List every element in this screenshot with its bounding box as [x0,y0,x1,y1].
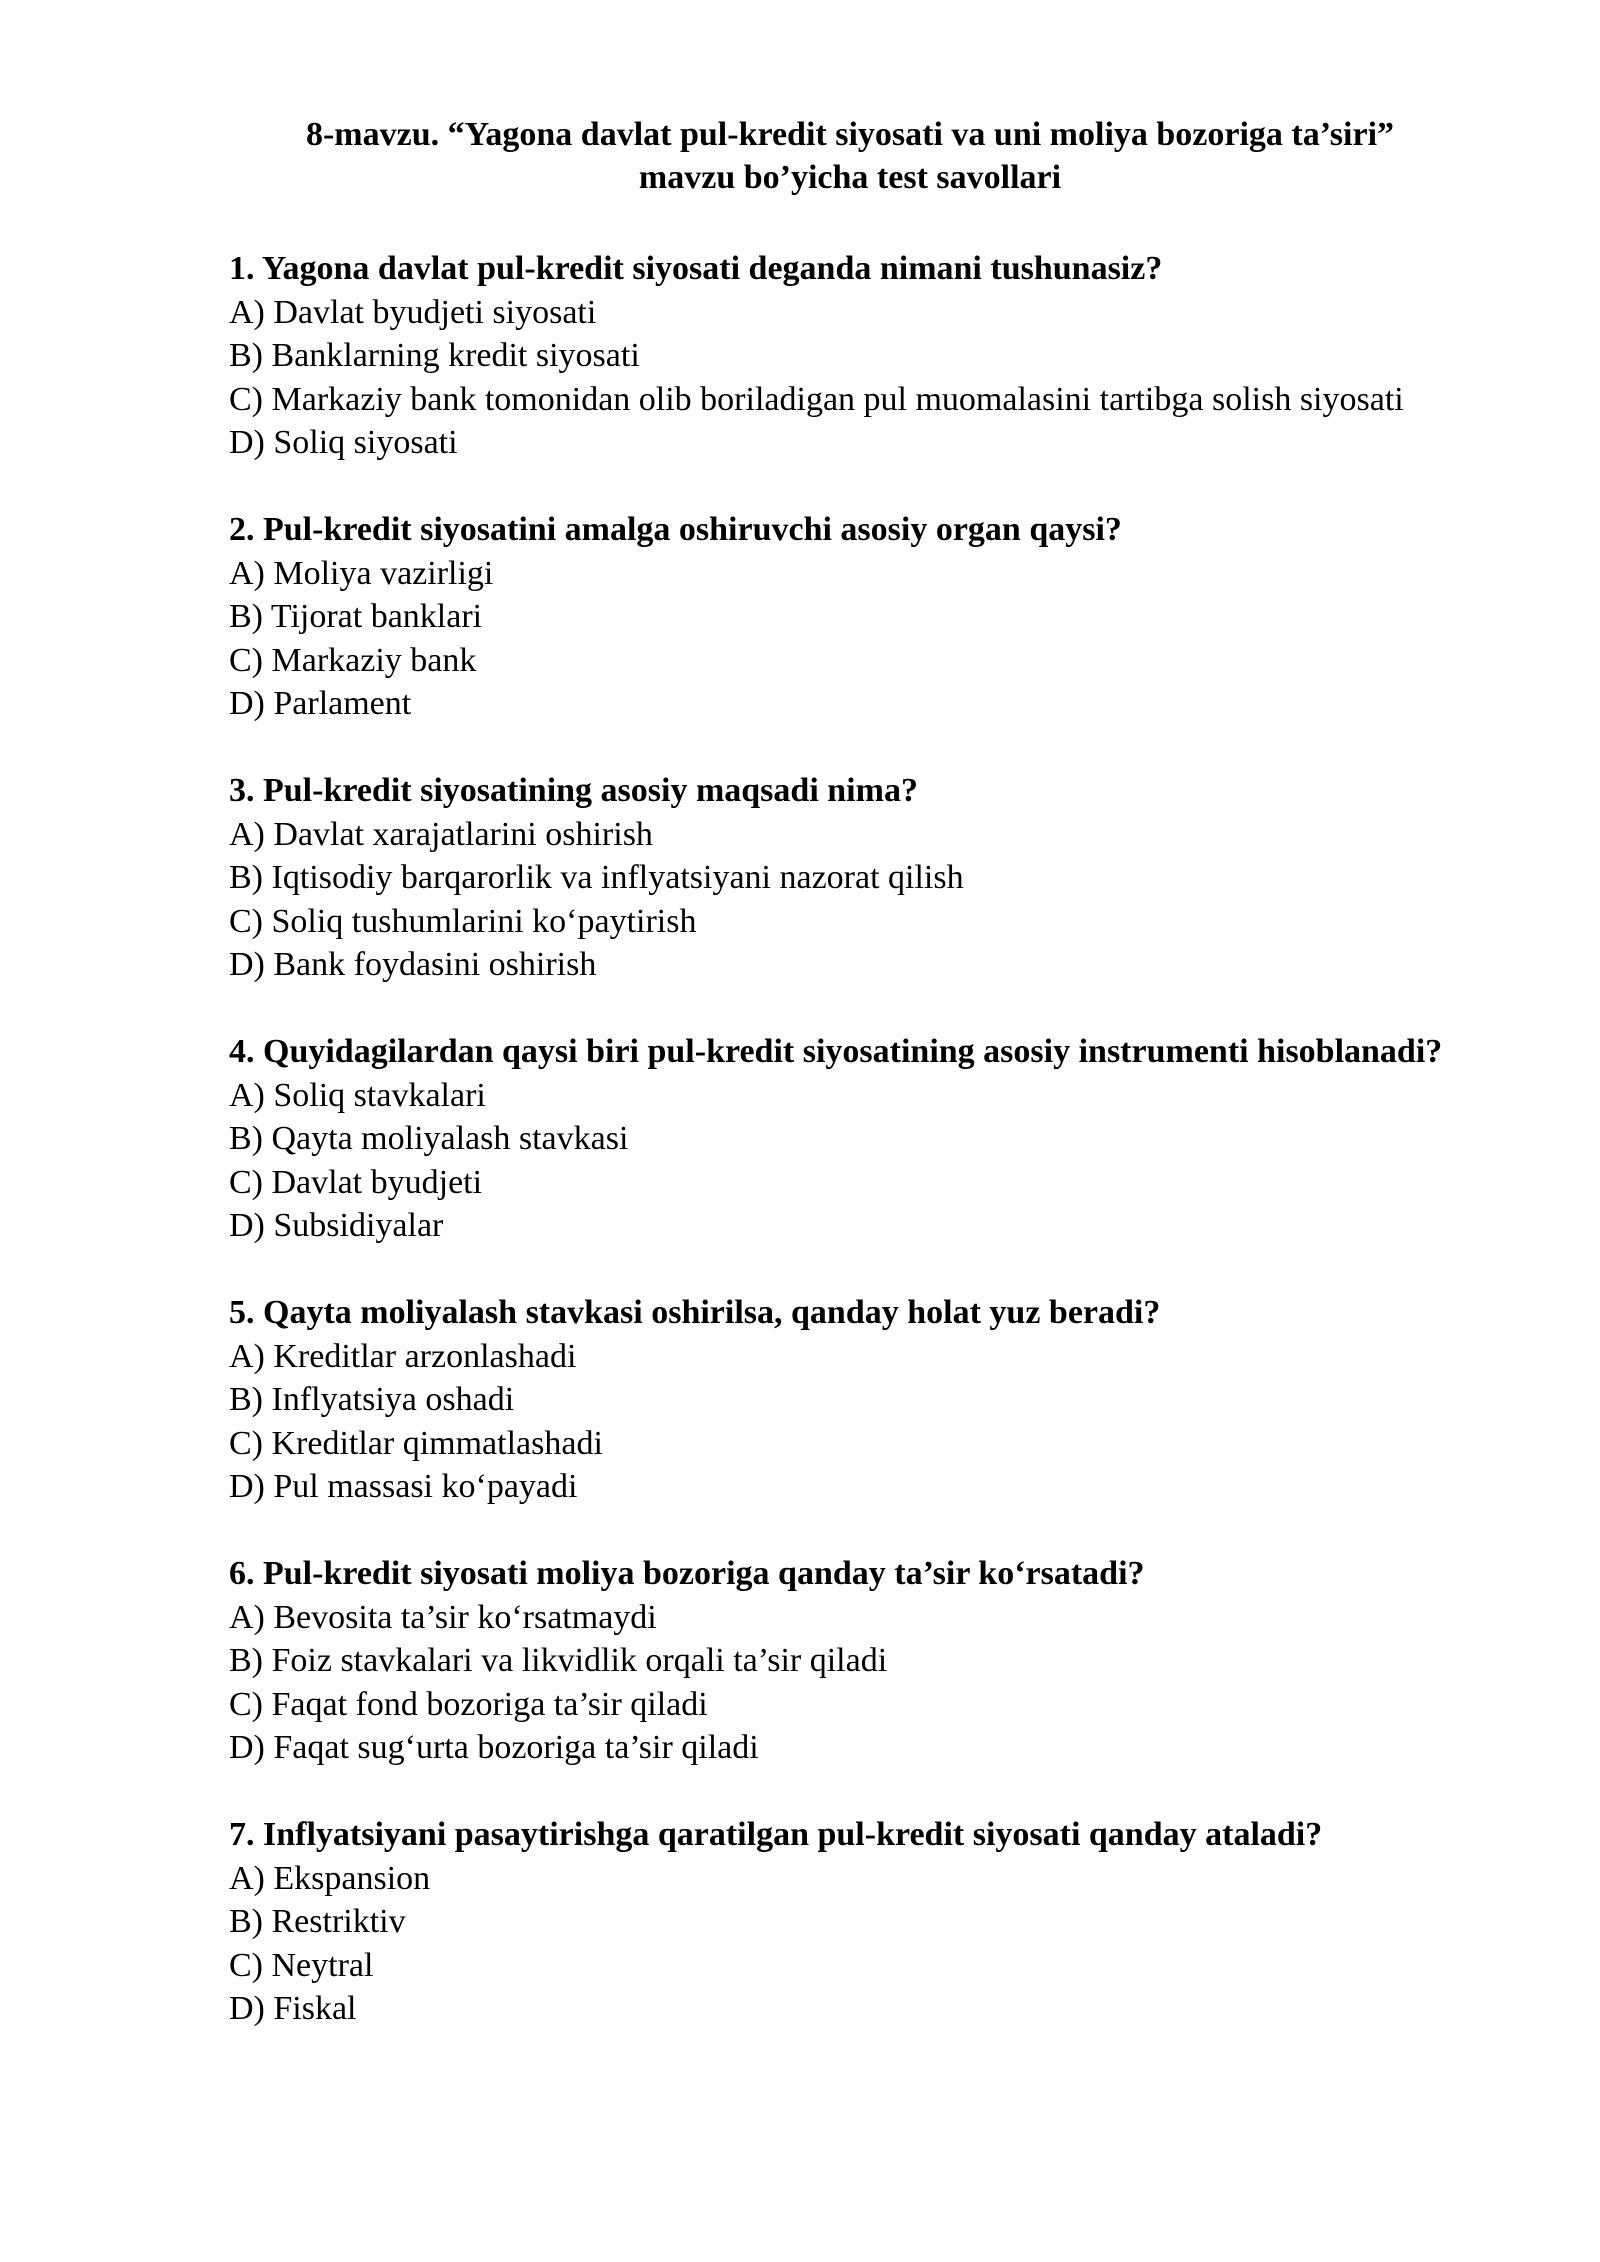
option-c: C) Kreditlar qimmatlashadi [229,1424,603,1462]
question-4 [229,1030,1479,1248]
option-b: B) Iqtisodiy barqarorlik va inflyatsiyani nazorat qilish [229,859,964,896]
option-b: B) Foiz stavkalari va likvidlik orqali ta’sir qiladi [229,1642,888,1679]
question-1 [229,247,1479,465]
question-text: 7. Inflyatsiyani pasaytirishga qaratilgan pul-kredit siyosati qanday ataladi? [229,1816,1323,1853]
question-text: 1. Yagona davlat pul-kredit siyosati deganda nimani tushunasiz? [229,250,1163,287]
option-d: D) Fiskal [229,1990,357,2027]
question-6 [229,1552,1479,1770]
option-d: D) Pul massasi ko‘payadi [229,1468,578,1505]
option-c: C) Neytral [229,1946,374,1984]
option-b: B) Banklarning kredit siyosati [229,337,640,374]
option-a: A) Soliq stavkalari [229,1076,486,1114]
option-d: D) Bank foydasini oshirish [229,946,597,983]
option-a: A) Bevosita ta’sir ko‘rsatmaydi [229,1598,657,1636]
option-a: A) Davlat byudjeti siyosati [229,293,597,331]
option-c: C) Davlat byudjeti [229,1163,483,1201]
option-c: C) Markaziy bank [229,641,477,679]
option-d: D) Subsidiyalar [229,1207,444,1244]
question-2 [229,508,1479,726]
question-text: 2. Pul-kredit siyosatini amalga oshiruvchi asosiy organ qaysi? [229,511,1122,548]
question-5 [229,1291,1479,1509]
option-d: D) Soliq siyosati [229,424,458,461]
option-a: A) Ekspansion [229,1859,431,1897]
option-a: A) Kreditlar arzonlashadi [229,1337,577,1375]
option-b: B) Qayta moliyalash stavkasi [229,1120,629,1157]
question-text: 5. Qayta moliyalash stavkasi oshirilsa, qanday holat yuz beradi? [229,1294,1161,1331]
option-d: D) Faqat sug‘urta bozoriga ta’sir qiladi [229,1729,759,1766]
document-title [230,113,1470,199]
option-c: C) Markaziy bank tomonidan olib boriladigan pul muomalasini tartibga solish siyosati [229,380,1404,418]
question-text: 4. Quyidagilardan qaysi biri pul-kredit siyosatining asosiy instrumenti hisoblanadi? [229,1033,1443,1070]
option-b: B) Restriktiv [229,1903,406,1940]
questions-list [229,247,1479,2074]
option-b: B) Inflyatsiya oshadi [229,1381,515,1418]
question-text: 3. Pul-kredit siyosatining asosiy maqsadi nima? [229,772,918,809]
option-a: A) Davlat xarajatlarini oshirish [229,815,653,853]
option-c: C) Soliq tushumlarini ko‘paytirish [229,902,697,940]
option-d: D) Parlament [229,685,412,722]
option-a: A) Moliya vazirligi [229,554,494,592]
option-c: C) Faqat fond bozoriga ta’sir qiladi [229,1685,708,1723]
option-b: B) Tijorat banklari [229,598,483,635]
title-line-1: 8-mavzu. “Yagona davlat pul-kredit siyosati va uni moliya bozoriga ta’siri” [305,116,1395,153]
title-line-2: mavzu bo’yicha test savollari [638,159,1062,196]
question-text: 6. Pul-kredit siyosati moliya bozoriga qanday ta’sir ko‘rsatadi? [229,1555,1145,1592]
question-3 [229,769,1479,987]
question-7 [229,1813,1479,2031]
